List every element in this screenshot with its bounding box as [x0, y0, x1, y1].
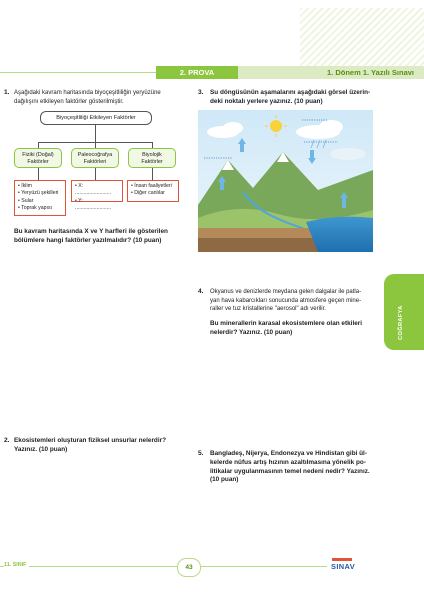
q1-question	[14, 228, 196, 246]
category-physical-line1: Fiziki (Doğal)	[22, 152, 54, 158]
q4-ask-line1: Bu minerallerin karasal ekosistemlere olan etkileri	[210, 320, 363, 327]
connector-list3	[152, 168, 153, 180]
list-item-x: • X: .........................	[75, 183, 112, 197]
water-cycle-illustration	[198, 110, 373, 252]
footer-rule-right	[199, 566, 327, 567]
exam-title: 1. Dönem 1. Yazılı Sınavı	[238, 66, 424, 79]
sun-icon	[270, 120, 282, 132]
q1-ask-line1: Bu kavram haritasında X ve Y harfleri ile gösterilen	[14, 228, 168, 235]
list-item: • İklim	[18, 183, 32, 189]
q4-line3: raller ve tuz kristallerine "aerosol" adı verilir.	[210, 306, 326, 313]
connector-list2	[95, 168, 96, 180]
q1-line2: dağılışını etkileyen faktörler gösterilmiştir.	[14, 98, 124, 105]
q5-text	[210, 450, 386, 485]
subject-tab-label: COĞRAFYA	[398, 305, 404, 340]
list-item: • Toprak yapısı	[18, 205, 53, 212]
q2-number: 2.	[4, 437, 10, 444]
subject-tab	[384, 274, 424, 350]
q1-ask-line2: bölümlere hangi faktörler yazılmalıdır? (10 puan)	[14, 236, 162, 244]
q5-line4: (10 puan)	[210, 476, 239, 484]
connector-list1	[38, 168, 39, 180]
q3-line1: Su döngüsünün aşamalarını aşağıdaki görsel üzerin-	[210, 89, 371, 96]
q2-text	[14, 437, 194, 455]
page-number: 43	[177, 558, 201, 577]
q3-line2: deki noktalı yerlere yazınız. (10 puan)	[210, 97, 323, 105]
category-bio-line1: Biyolojik	[142, 152, 162, 158]
logo-mark	[332, 558, 352, 561]
q4-question	[210, 320, 386, 338]
category-bio-line2: Faktörler	[141, 158, 163, 165]
list-item: • Yeryüzü şekilleri	[18, 190, 59, 197]
footer-grade: 11. SINIF	[4, 562, 29, 568]
category-physical-line2: Faktörler	[27, 158, 49, 165]
category-paleo-line2: Faktörleri	[83, 158, 107, 165]
q4-text	[210, 288, 386, 314]
q4-ask-line2: nelerdir? Yazınız. (10 puan)	[210, 328, 293, 336]
list-item: • Diğer canlılar	[131, 190, 165, 197]
publisher-logo: SINAV	[331, 562, 356, 571]
list-biological	[127, 180, 179, 202]
q4-number: 4.	[198, 288, 204, 295]
q4-line1: Okyanus ve denizlerde meydana gelen dalgalar ile patla-	[210, 289, 362, 295]
list-item: • Sular	[18, 197, 34, 204]
q5-line2: kelerde nüfus artış hızının azaltılmasına yönelik po-	[210, 458, 366, 466]
q2-line1: Ekosistemleri oluşturan fiziksel unsurlar nelerdir?	[14, 437, 167, 444]
concept-map-root: Biyoçeşitliliği Etkileyen Faktörler	[40, 111, 152, 125]
q3-text	[210, 89, 386, 107]
category-paleo-line1: Paleocoğrafya	[77, 152, 113, 158]
q5-number: 5.	[198, 450, 204, 457]
sea	[306, 217, 373, 252]
q1-number: 1.	[4, 89, 10, 96]
list-physical	[14, 180, 66, 216]
connector-vertical	[95, 125, 96, 142]
list-item: • İnsan faaliyetleri	[131, 183, 172, 189]
category-physical	[14, 148, 62, 168]
q5-line1: Bangladeş, Nijerya, Endonezya ve Hindistan gibi ül-	[210, 450, 367, 457]
q2-line2: Yazınız. (10 puan)	[14, 445, 68, 453]
category-paleogeography	[71, 148, 119, 168]
q3-number: 3.	[198, 89, 204, 96]
q1-line1: Aşağıdaki kavram haritasında biyoçeşitliliğin yeryüzüne	[14, 90, 161, 96]
q5-line3: litikalar uygulanmasının temel nedeni nedir? Yazınız.	[210, 467, 370, 475]
list-item-y: • Y: .........................	[75, 197, 112, 212]
prova-badge: 2. PROVA	[156, 66, 238, 79]
header-pattern	[300, 8, 424, 68]
cloud-icon	[330, 148, 366, 160]
category-biological	[128, 148, 176, 168]
q1-text	[14, 89, 194, 106]
list-paleogeography	[71, 180, 123, 212]
q4-line2: yan hava kabarcıkları sonucunda atmosfere geçen mine-	[210, 297, 362, 304]
